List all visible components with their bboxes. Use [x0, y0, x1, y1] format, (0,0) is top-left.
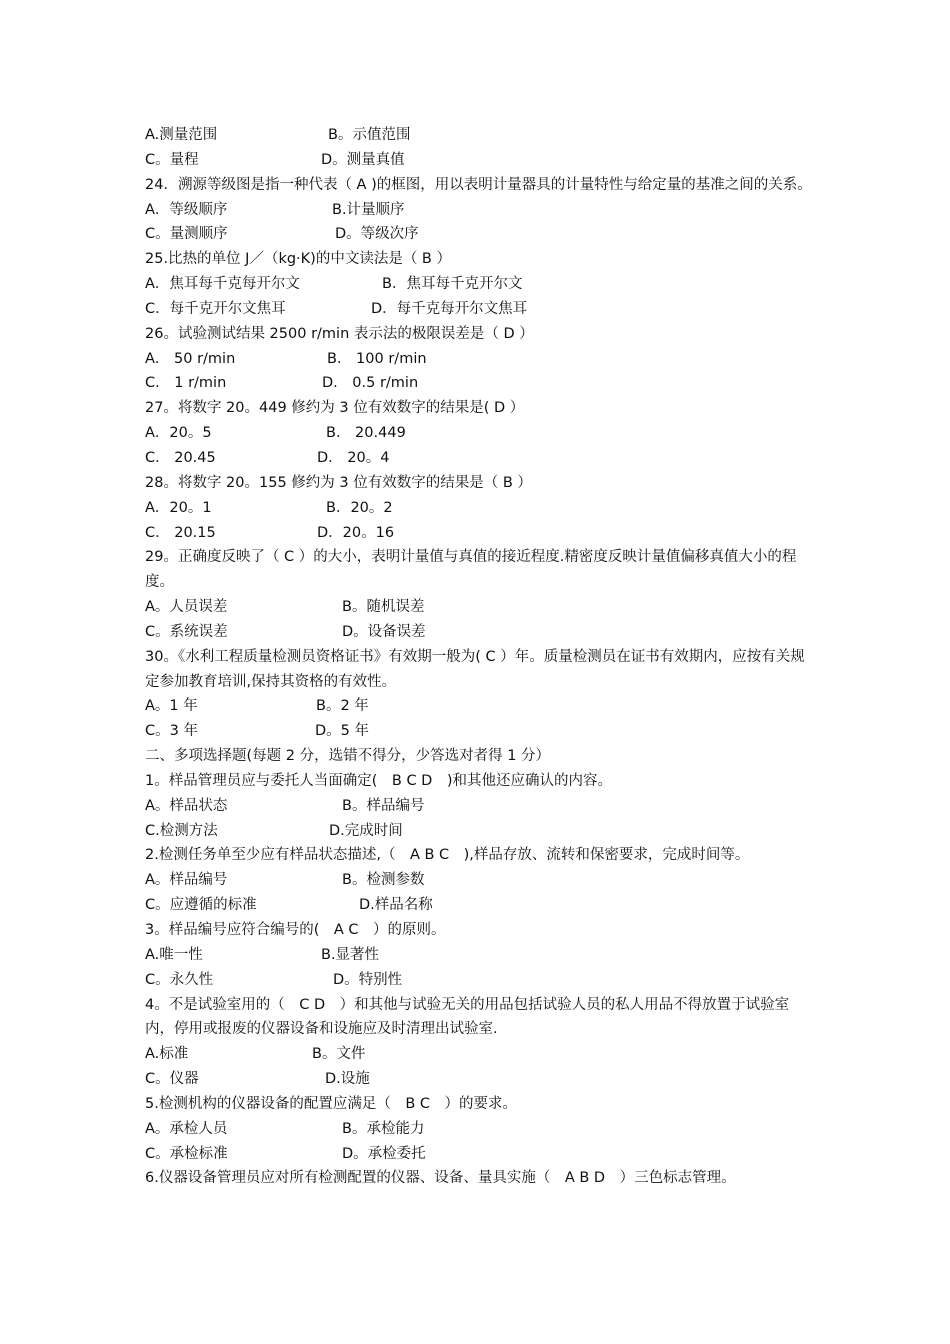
answer-options-row [145, 148, 815, 173]
answer-options-row [145, 496, 815, 521]
answer-options-row [145, 794, 815, 819]
answer-options-row [145, 595, 815, 620]
option-left: A.测量范围 [145, 127, 218, 143]
section-heading: 二、多项选择题(每题 2 分，选错不得分，少答选对者得 1 分） [145, 748, 551, 765]
option-right: D． 0.5 r/min [322, 375, 419, 392]
question-text: 6.仪器设备管理员应对所有检测配置的仪器、设备、量具实施（ A B D ）三色标志管理。 [145, 1170, 736, 1187]
option-left: C．每千克开尔文焦耳 [145, 300, 286, 317]
option-left: C。3 年 [145, 723, 198, 740]
option-right: B。2 年 [316, 698, 369, 715]
answer-options-row [145, 1142, 815, 1167]
option-right: D。5 年 [315, 723, 369, 740]
option-right: B。样品编号 [342, 797, 425, 814]
answer-options-row [145, 620, 815, 645]
option-left: C。量测顺序 [145, 226, 228, 243]
option-left: A．20。5 [145, 425, 212, 442]
option-right: D。测量真值 [321, 151, 405, 168]
option-right: D．每千克每开尔文焦耳 [371, 300, 528, 317]
option-left: A． 50 r/min [145, 350, 236, 367]
answer-options-row [145, 1067, 815, 1092]
option-right: D。承检委托 [342, 1145, 426, 1162]
option-right: D.样品名称 [359, 897, 433, 914]
answer-options-row [145, 272, 815, 297]
option-right: B。随机误差 [342, 599, 425, 616]
option-right: B． 100 r/min [327, 350, 427, 367]
option-left: C． 20.15 [145, 524, 216, 541]
document-body [145, 123, 815, 1191]
question-text: 2.检测任务单至少应有样品状态描述,（ A B C ),样品存放、流转和保密要求，完成时间等。 [145, 847, 750, 864]
option-right: D.完成时间 [329, 822, 403, 839]
question-text: 27。将数字 20。449 修约为 3 位有效数字的结果是( D ） [145, 400, 525, 417]
answer-options-row [145, 198, 815, 223]
option-right: B。文件 [312, 1046, 366, 1063]
answer-options-row [145, 868, 815, 893]
option-left: A.唯一性 [145, 946, 203, 963]
option-left: C。永久性 [145, 971, 214, 988]
question-text: 30。《水利工程质量检测员资格证书》有效期一般为( C ）年。质量检测员在证书有效期内，应按有关规定参加教育培训,保持其资格的有效性。 [145, 648, 805, 690]
question-text: 1。样品管理员应与委托人当面确定( B C D )和其他还应确认的内容。 [145, 772, 612, 789]
answer-options-row [145, 297, 815, 322]
option-left: A．20。1 [145, 499, 212, 516]
question-text: 24．溯源等级图是指一种代表（ A )的框图，用以表明计量器具的计量特性与给定量的基准之间的关系。 [145, 176, 812, 193]
answer-options-row [145, 968, 815, 993]
option-left: C。量程 [145, 151, 199, 168]
option-right: B。承检能力 [342, 1120, 425, 1137]
question-text: 25.比热的单位 J／（kg·K)的中文读法是（ B ） [145, 251, 451, 268]
answer-options-row [145, 371, 815, 396]
option-left: A。1 年 [145, 698, 198, 715]
answer-options-row [145, 1117, 815, 1142]
option-right: D．20。16 [317, 524, 395, 541]
option-left: C。系统误差 [145, 623, 228, 640]
question-text: 4。不是试验室用的（ C D ）和其他与试验无关的用品包括试验人员的私人用品不得放置于试验室内，停用或报废的仪器设备和设施应及时清理出试验室. [145, 996, 790, 1038]
option-left: C。应遵循的标准 [145, 897, 257, 914]
answer-options-row [145, 521, 815, 546]
answer-options-row [145, 1042, 815, 1067]
answer-options-row [145, 446, 815, 471]
option-left: A。承检人员 [145, 1120, 228, 1137]
option-right: B.显著性 [321, 946, 380, 963]
answer-options-row [145, 222, 815, 247]
option-right: D。设备误差 [342, 623, 426, 640]
answer-options-row [145, 893, 815, 918]
answer-options-row [145, 123, 815, 148]
option-left: C。仪器 [145, 1071, 199, 1088]
option-right: B． 20.449 [326, 425, 406, 442]
question-text: 3。样品编号应符合编号的( A C ）的原则。 [145, 922, 446, 938]
answer-options-row [145, 347, 815, 372]
answer-options-row [145, 719, 815, 744]
option-right: D。特别性 [333, 971, 403, 988]
option-left: A．等级顺序 [145, 201, 228, 218]
option-left: A．焦耳每千克每开尔文 [145, 276, 300, 293]
option-left: A.标准 [145, 1046, 189, 1063]
option-left: A。样品编号 [145, 872, 228, 889]
option-right: B．20。2 [326, 499, 393, 516]
question-text: 29。正确度反映了（ C ）的大小，表明计量值与真值的接近程度.精密度反映计量值偏移真值大小的程度。 [145, 549, 797, 591]
option-right: D． 20。4 [317, 449, 390, 466]
option-left: C。承检标准 [145, 1145, 228, 1162]
answer-options-row [145, 694, 815, 719]
option-left: C． 20.45 [145, 449, 216, 466]
option-right: B。检测参数 [342, 872, 425, 889]
option-left: A。样品状态 [145, 797, 228, 814]
question-text: 5.检测机构的仪器设备的配置应满足（ B C ）的要求。 [145, 1095, 518, 1112]
answer-options-row [145, 943, 815, 968]
answer-options-row [145, 819, 815, 844]
option-right: D。等级次序 [335, 226, 419, 243]
option-left: A。人员误差 [145, 599, 228, 616]
option-right: D.设施 [325, 1071, 370, 1088]
option-left: C.检测方法 [145, 822, 218, 839]
option-right: B.计量顺序 [332, 201, 405, 218]
question-text: 26。试验测试结果 2500 r/min 表示法的极限误差是（ D ） [145, 325, 534, 342]
option-right: B．焦耳每千克开尔文 [382, 276, 523, 293]
option-left: C． 1 r/min [145, 375, 227, 392]
question-text: 28。将数字 20。155 修约为 3 位有效数字的结果是（ B ） [145, 474, 532, 491]
answer-options-row [145, 421, 815, 446]
option-right: B。示值范围 [328, 127, 411, 143]
